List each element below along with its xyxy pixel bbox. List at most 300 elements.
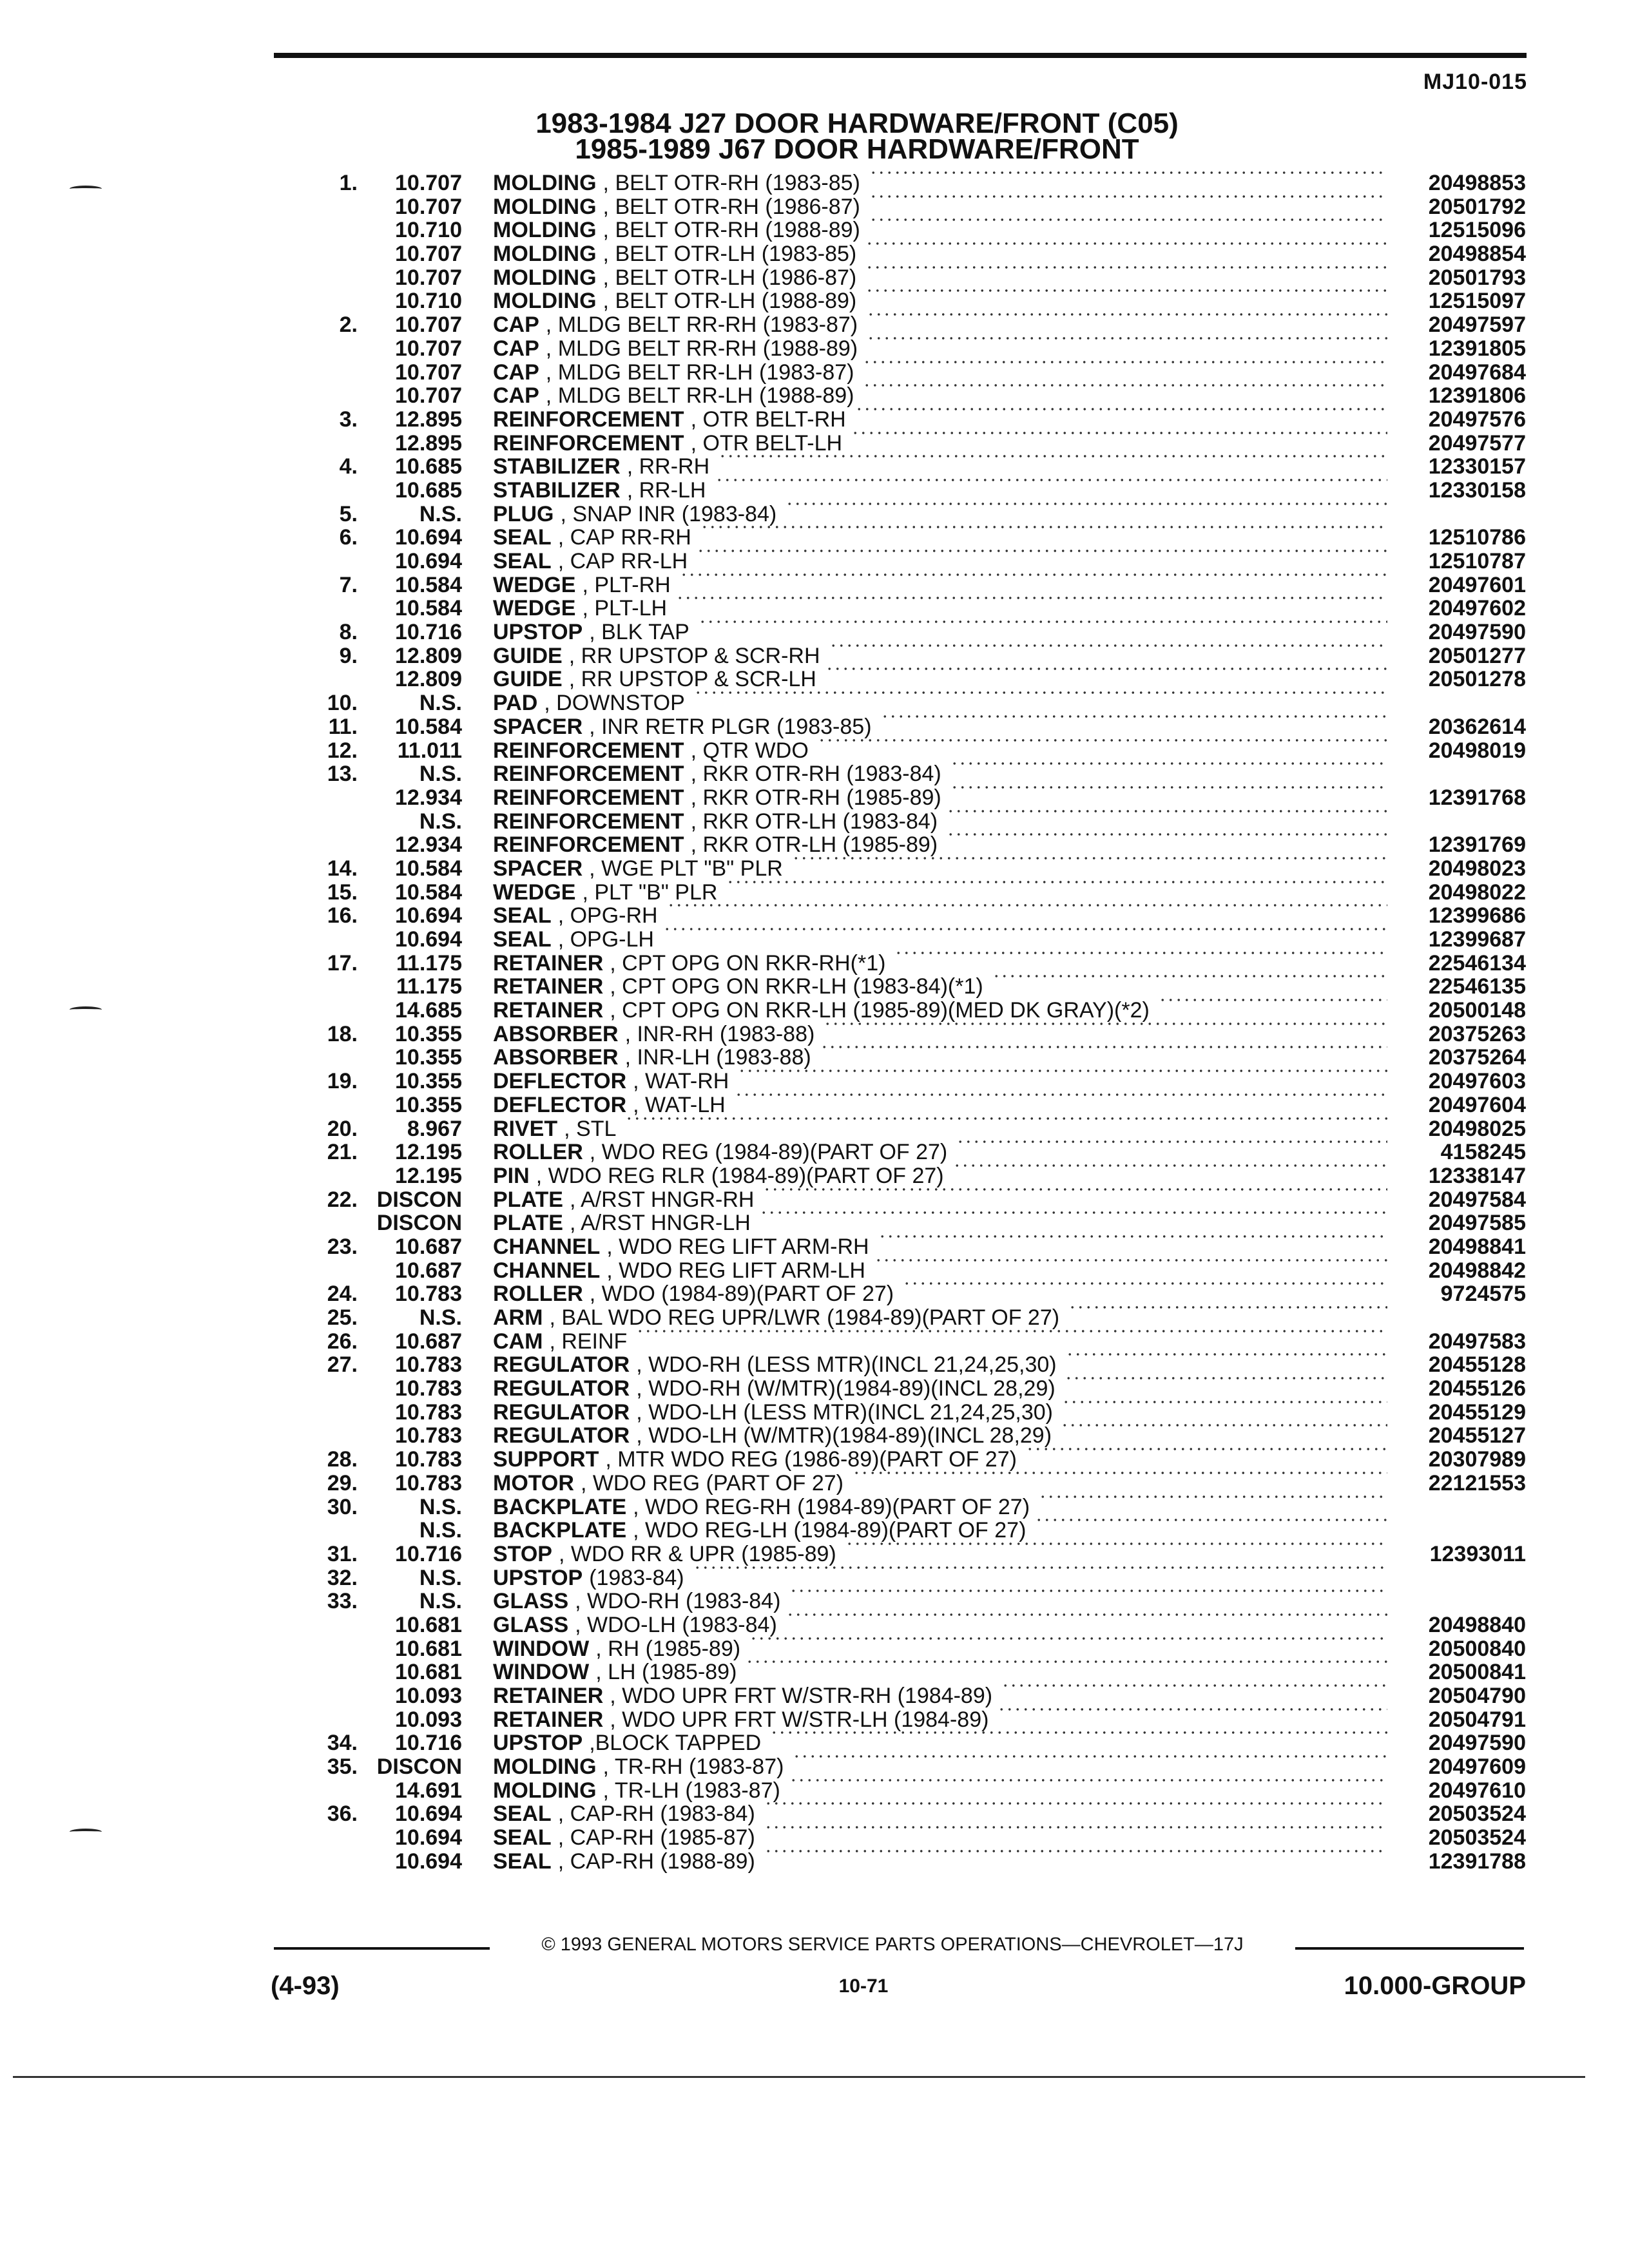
part-row: [309, 1448, 1526, 1472]
part-spec: , MLDG BELT RR-RH (1988-89): [545, 336, 858, 361]
part-number: 20498022: [1428, 879, 1526, 905]
group-number: 14.685: [395, 998, 462, 1023]
part-description: [493, 337, 858, 361]
part-number: 20498854: [1428, 242, 1526, 267]
group-number: DISCON: [376, 1754, 462, 1780]
part-name: REGULATOR: [493, 1377, 630, 1401]
part-spec: , RR UPSTOP & SCR-LH: [568, 668, 816, 692]
dot-leader: [764, 1802, 1387, 1805]
part-description: [493, 1472, 843, 1495]
group-number: 10.694: [395, 1825, 462, 1850]
part-spec: , WDO-LH (LESS MTR)(INCL 21,24,25,30): [636, 1400, 1053, 1425]
part-name: MOLDING: [493, 1778, 597, 1803]
group-number: 10.707: [395, 194, 462, 219]
dot-leader: [1061, 1424, 1387, 1427]
part-row: [309, 171, 1526, 195]
part-row: [309, 1211, 1526, 1235]
group-number: N.S.: [419, 691, 462, 716]
part-number: 20498025: [1428, 1116, 1526, 1141]
item-number: 24.: [327, 1282, 358, 1307]
dot-leader: [824, 1023, 1387, 1025]
part-spec: , OPG-LH: [557, 928, 654, 952]
item-number: 3.: [339, 407, 358, 432]
part-name: SEAL: [493, 550, 552, 573]
title-line-2: 1985-1989 J67 DOOR HARDWARE/FRONT: [575, 133, 1139, 165]
part-row: [309, 503, 1526, 526]
part-name: DEFLECTOR: [493, 1070, 627, 1093]
group-number: 10.694: [395, 525, 462, 550]
part-number: 20503524: [1428, 1802, 1526, 1827]
part-spec: , WAT-LH: [633, 1093, 726, 1117]
part-description: [493, 1117, 616, 1141]
part-description: [493, 455, 709, 479]
part-description: [493, 1259, 865, 1283]
part-spec: , RR-LH: [626, 478, 706, 503]
part-description: [493, 833, 938, 857]
part-description: [493, 715, 872, 739]
part-row: [309, 644, 1526, 668]
part-description: [493, 1542, 836, 1566]
dot-leader: [786, 503, 1387, 505]
revision-date: (4-93): [271, 1972, 340, 2000]
part-name: REINFORCEMENT: [493, 407, 684, 432]
part-name: PLUG: [493, 502, 554, 526]
part-spec: , RR-RH: [626, 455, 710, 479]
part-number: 12510787: [1428, 549, 1526, 573]
part-name: STABILIZER: [493, 455, 621, 479]
item-number: 4.: [339, 454, 358, 479]
part-row: [309, 691, 1526, 715]
dot-leader: [667, 904, 1387, 907]
group-number: 10.355: [395, 1045, 462, 1070]
part-spec: , BELT OTR-RH (1988-89): [602, 218, 860, 243]
item-number: 25.: [327, 1305, 358, 1330]
part-number: 20501792: [1428, 194, 1526, 219]
copyright-notice: © 1993 GENERAL MOTORS SERVICE PARTS OPERATIONS—CHEVROLET—17J: [541, 1934, 1244, 1955]
part-number: 20497583: [1428, 1329, 1526, 1354]
part-number: 12391769: [1428, 832, 1526, 858]
part-name: MOLDING: [493, 171, 597, 195]
part-name: REGULATOR: [493, 1400, 630, 1425]
part-row: [309, 739, 1526, 763]
part-row: [309, 833, 1526, 857]
part-name: WEDGE: [493, 573, 576, 597]
item-number: 14.: [327, 856, 358, 881]
part-row: [309, 1117, 1526, 1141]
part-number: 20497602: [1428, 596, 1526, 621]
dot-leader: [697, 550, 1387, 552]
part-spec: , SNAP INR (1983-84): [560, 502, 777, 526]
part-number: 9724575: [1440, 1282, 1526, 1307]
part-name: MOLDING: [493, 218, 597, 243]
part-number: 12391768: [1428, 785, 1526, 810]
group-number: 10.584: [395, 879, 462, 905]
item-number: 22.: [327, 1187, 358, 1212]
part-name: STABILIZER: [493, 478, 621, 503]
footer-rule-left: [274, 1947, 490, 1950]
part-row: [309, 1472, 1526, 1495]
dot-leader: [789, 1590, 1387, 1592]
dot-leader: [1159, 999, 1387, 1001]
group-label: 10.000-GROUP: [1344, 1972, 1526, 2000]
part-description: [493, 1164, 944, 1188]
group-number: 8.967: [407, 1116, 462, 1141]
item-number: 31.: [327, 1541, 358, 1566]
part-name: SEAL: [493, 928, 552, 952]
part-row: [309, 1684, 1526, 1708]
part-row: [309, 1519, 1526, 1542]
dot-leader: [956, 1140, 1387, 1143]
item-number: 27.: [327, 1352, 358, 1378]
item-number: 16.: [327, 903, 358, 928]
part-row: [309, 810, 1526, 834]
part-name: CAP: [493, 313, 539, 337]
dot-leader: [829, 644, 1388, 647]
part-row: [309, 1282, 1526, 1306]
part-number: 20498019: [1428, 738, 1526, 763]
part-number: 20455128: [1428, 1352, 1526, 1378]
item-number: 17.: [327, 950, 358, 975]
part-row: [309, 1353, 1526, 1377]
part-spec: , CAP RR-LH: [557, 550, 688, 573]
item-number: 7.: [339, 572, 358, 597]
part-number: 20500148: [1428, 998, 1526, 1023]
item-number: 20.: [327, 1116, 358, 1141]
part-number: 20497590: [1428, 1731, 1526, 1756]
part-description: [493, 289, 856, 313]
item-number: 10.: [327, 691, 358, 716]
group-number: 10.584: [395, 572, 462, 597]
part-row: [309, 597, 1526, 620]
part-number: 20504790: [1428, 1684, 1526, 1708]
dot-leader: [869, 218, 1387, 221]
part-name: PLATE: [493, 1187, 563, 1212]
dot-leader: [749, 1637, 1387, 1640]
dot-leader: [636, 1330, 1387, 1332]
part-description: [493, 1140, 947, 1164]
dot-leader: [738, 1070, 1387, 1072]
part-name: REINFORCEMENT: [493, 431, 684, 456]
item-number: 32.: [327, 1565, 358, 1590]
part-spec: , CPT OPG ON RKR-RH(*1): [610, 951, 886, 975]
part-number: 20497576: [1428, 407, 1526, 432]
group-number: 12.934: [395, 832, 462, 858]
part-name: PAD: [493, 691, 538, 715]
part-description: [493, 1613, 777, 1637]
part-spec: , WDO REG LIFT ARM-RH: [606, 1235, 869, 1259]
dot-leader: [1026, 1448, 1387, 1450]
part-description: [493, 1353, 1057, 1377]
part-name: RETAINER: [493, 975, 604, 999]
group-number: 10.584: [395, 714, 462, 739]
part-number: 20362614: [1428, 714, 1526, 739]
part-name: BACKPLATE: [493, 1519, 627, 1542]
part-row: [309, 668, 1526, 691]
part-spec: , WGE PLT "B" PLR: [589, 856, 783, 881]
dot-leader: [853, 1472, 1387, 1474]
binder-hole-mark: [70, 1006, 102, 1013]
group-number: 10.707: [395, 360, 462, 385]
group-number: N.S.: [419, 1305, 462, 1330]
part-description: [493, 1093, 726, 1117]
group-number: DISCON: [376, 1211, 462, 1236]
part-name: RIVET: [493, 1117, 558, 1141]
part-description: [493, 1306, 1059, 1330]
part-description: [493, 999, 1150, 1023]
part-row: [309, 1093, 1526, 1117]
part-row: [309, 1188, 1526, 1212]
part-name: MOLDING: [493, 289, 597, 314]
part-row: [309, 762, 1526, 786]
part-row: [309, 289, 1526, 313]
part-description: [493, 266, 856, 290]
dot-leader: [786, 1613, 1387, 1616]
part-row: [309, 337, 1526, 361]
part-description: [493, 1235, 869, 1259]
part-number: 12515096: [1428, 218, 1526, 243]
part-row: [309, 857, 1526, 881]
part-description: [493, 1826, 755, 1850]
group-number: 12.195: [395, 1163, 462, 1188]
dot-leader: [1065, 1377, 1387, 1379]
dot-leader: [680, 573, 1387, 576]
dot-leader: [789, 1779, 1387, 1782]
part-row: [309, 1802, 1526, 1826]
part-spec: , CAP RR-RH: [557, 526, 691, 550]
part-name: SEAL: [493, 904, 552, 928]
part-number: 20497601: [1428, 572, 1526, 597]
part-description: [493, 171, 860, 195]
part-name: CAP: [493, 336, 539, 361]
part-number: 22121553: [1428, 1470, 1526, 1495]
part-name: REINFORCEMENT: [493, 738, 684, 763]
dot-leader: [693, 1566, 1387, 1569]
part-description: [493, 1211, 751, 1235]
part-name: GUIDE: [493, 668, 563, 692]
group-number: 10.707: [395, 171, 462, 195]
part-number: 20375263: [1428, 1021, 1526, 1046]
group-number: 10.707: [395, 336, 462, 361]
part-name: REINFORCEMENT: [493, 762, 684, 786]
dot-leader: [953, 1164, 1387, 1167]
top-rule: [274, 53, 1527, 58]
part-row: [309, 904, 1526, 928]
part-spec: , BELT OTR-RH (1983-85): [602, 171, 860, 195]
part-description: [493, 218, 860, 242]
part-name: SEAL: [493, 526, 552, 550]
part-number: 20498023: [1428, 856, 1526, 881]
dot-leader: [715, 479, 1388, 481]
group-number: 10.093: [395, 1684, 462, 1708]
group-number: DISCON: [376, 1187, 462, 1212]
item-number: 34.: [327, 1731, 358, 1756]
part-spec: , BLK TAP: [589, 620, 689, 644]
part-spec: ,BLOCK TAPPED: [589, 1731, 762, 1756]
dot-leader: [1001, 1684, 1387, 1687]
part-row: [309, 1637, 1526, 1661]
item-number: 30.: [327, 1494, 358, 1519]
dot-leader: [865, 266, 1387, 269]
part-description: [493, 1282, 894, 1306]
item-number: 8.: [339, 620, 358, 645]
item-number: 33.: [327, 1589, 358, 1614]
dot-leader: [867, 313, 1387, 316]
part-description: [493, 1401, 1053, 1425]
group-number: 10.355: [395, 1021, 462, 1046]
part-row: [309, 1424, 1526, 1448]
part-name: RETAINER: [493, 1707, 604, 1732]
part-number: 20497597: [1428, 312, 1526, 338]
group-number: 10.707: [395, 383, 462, 408]
part-number: 12338147: [1428, 1163, 1526, 1188]
group-number: 10.093: [395, 1707, 462, 1732]
part-name: GUIDE: [493, 644, 563, 668]
part-spec: , PLT-RH: [582, 573, 671, 597]
dot-leader: [867, 337, 1387, 340]
dot-leader: [726, 881, 1387, 883]
part-name: CHANNEL: [493, 1235, 601, 1259]
group-number: 10.716: [395, 1541, 462, 1566]
part-name: CHANNEL: [493, 1258, 601, 1283]
part-description: [493, 739, 809, 763]
group-number: 10.783: [395, 1447, 462, 1472]
part-name: REINFORCEMENT: [493, 785, 684, 810]
part-name: CAP: [493, 360, 539, 385]
dot-leader: [865, 242, 1387, 245]
part-spec: , RKR OTR-LH (1983-84): [690, 809, 938, 834]
part-number: 20497610: [1428, 1778, 1526, 1803]
part-row: [309, 1140, 1526, 1164]
part-spec: , WDO (1984-89)(PART OF 27): [589, 1282, 894, 1307]
part-description: [493, 384, 854, 408]
part-number: 20455129: [1428, 1399, 1526, 1425]
part-row: [309, 1023, 1526, 1046]
part-number: 20498840: [1428, 1612, 1526, 1637]
dot-leader: [746, 1660, 1387, 1663]
part-row: [309, 573, 1526, 597]
part-spec: , A/RST HNGR-RH: [569, 1187, 755, 1212]
part-name: UPSTOP: [493, 1566, 583, 1590]
part-spec: , WDO REG RLR (1984-89)(PART OF 27): [535, 1164, 944, 1188]
group-number: 10.355: [395, 1092, 462, 1117]
part-name: UPSTOP: [493, 1731, 583, 1756]
part-number: 12391788: [1428, 1849, 1526, 1874]
part-spec: , STL: [564, 1117, 617, 1141]
dot-leader: [1039, 1495, 1387, 1498]
group-number: N.S.: [419, 1565, 462, 1590]
group-number: N.S.: [419, 1589, 462, 1614]
item-number: 11.: [328, 714, 358, 739]
item-number: 26.: [327, 1329, 358, 1354]
part-number: 20497604: [1428, 1092, 1526, 1117]
part-description: [493, 1070, 729, 1093]
group-number: 12.809: [395, 667, 462, 692]
page-number: 10-71: [838, 1975, 889, 1997]
part-spec: , INR RETR PLGR (1983-85): [589, 715, 872, 739]
title-line-1: 1983-1984 J27 DOOR HARDWARE/FRONT (C05): [535, 108, 1179, 139]
dot-leader: [763, 1188, 1387, 1191]
part-description: [493, 620, 689, 644]
part-description: [493, 1519, 1026, 1542]
part-spec: , BELT OTR-LH (1983-85): [602, 242, 857, 266]
part-number: 20504791: [1428, 1707, 1526, 1732]
part-spec: , WDO RR & UPR (1985-89): [558, 1542, 836, 1566]
part-spec: , TR-LH (1983-87): [602, 1778, 780, 1803]
parts-list: [309, 171, 1526, 1874]
part-spec: , REINF: [549, 1329, 628, 1354]
part-number: 20307989: [1428, 1447, 1526, 1472]
part-spec: , RKR OTR-LH (1985-89): [690, 833, 938, 857]
dot-leader: [878, 1235, 1387, 1238]
dot-leader: [947, 833, 1387, 836]
dot-leader: [735, 1093, 1387, 1096]
part-row: [309, 1401, 1526, 1425]
part-number: 20501278: [1428, 667, 1526, 692]
part-description: [493, 313, 858, 337]
group-number: N.S.: [419, 809, 462, 834]
dot-leader: [700, 526, 1387, 528]
item-number: 28.: [327, 1447, 358, 1472]
part-number: 12330158: [1428, 477, 1526, 503]
dot-leader: [792, 857, 1387, 860]
group-number: 10.710: [395, 218, 462, 243]
item-number: 9.: [339, 643, 358, 668]
part-description: [493, 1188, 754, 1212]
part-number: 20497684: [1428, 360, 1526, 385]
dot-leader: [881, 715, 1387, 718]
dot-leader: [625, 1117, 1387, 1120]
part-description: [493, 573, 671, 597]
group-number: 10.355: [395, 1069, 462, 1094]
part-row: [309, 1590, 1526, 1613]
page-title: [451, 108, 1263, 165]
group-number: 10.710: [395, 289, 462, 314]
part-name: MOLDING: [493, 242, 597, 266]
part-name: GLASS: [493, 1613, 569, 1637]
part-description: [493, 597, 667, 620]
dot-leader: [760, 1211, 1387, 1214]
group-number: 10.694: [395, 903, 462, 928]
part-row: [309, 1826, 1526, 1850]
part-spec: , MLDG BELT RR-RH (1983-87): [545, 313, 858, 337]
part-row: [309, 1306, 1526, 1330]
item-number: 35.: [327, 1754, 358, 1780]
group-number: 10.681: [395, 1660, 462, 1685]
part-spec: , BELT OTR-LH (1988-89): [602, 289, 857, 314]
item-number: 29.: [327, 1470, 358, 1495]
part-description: [493, 928, 654, 952]
part-description: [493, 1708, 988, 1732]
dot-leader: [1035, 1519, 1387, 1521]
part-number: 12515097: [1428, 289, 1526, 314]
group-number: 10.783: [395, 1352, 462, 1378]
group-number: 10.783: [395, 1423, 462, 1448]
bottom-rule: [13, 2076, 1585, 2078]
part-name: WINDOW: [493, 1660, 590, 1685]
part-row: [309, 1046, 1526, 1070]
part-name: SEAL: [493, 1826, 552, 1850]
part-spec: , OPG-RH: [557, 904, 658, 928]
part-spec: , WDO-RH (W/MTR)(1984-89)(INCL 28,29): [636, 1377, 1055, 1401]
part-number: 22546134: [1428, 950, 1526, 975]
dot-leader: [1068, 1306, 1387, 1309]
part-number: 20497585: [1428, 1211, 1526, 1236]
part-spec: , MLDG BELT RR-LH (1988-89): [545, 384, 854, 408]
part-row: [309, 408, 1526, 432]
dot-leader: [699, 620, 1387, 623]
group-number: N.S.: [419, 501, 462, 526]
part-description: [493, 1590, 780, 1613]
